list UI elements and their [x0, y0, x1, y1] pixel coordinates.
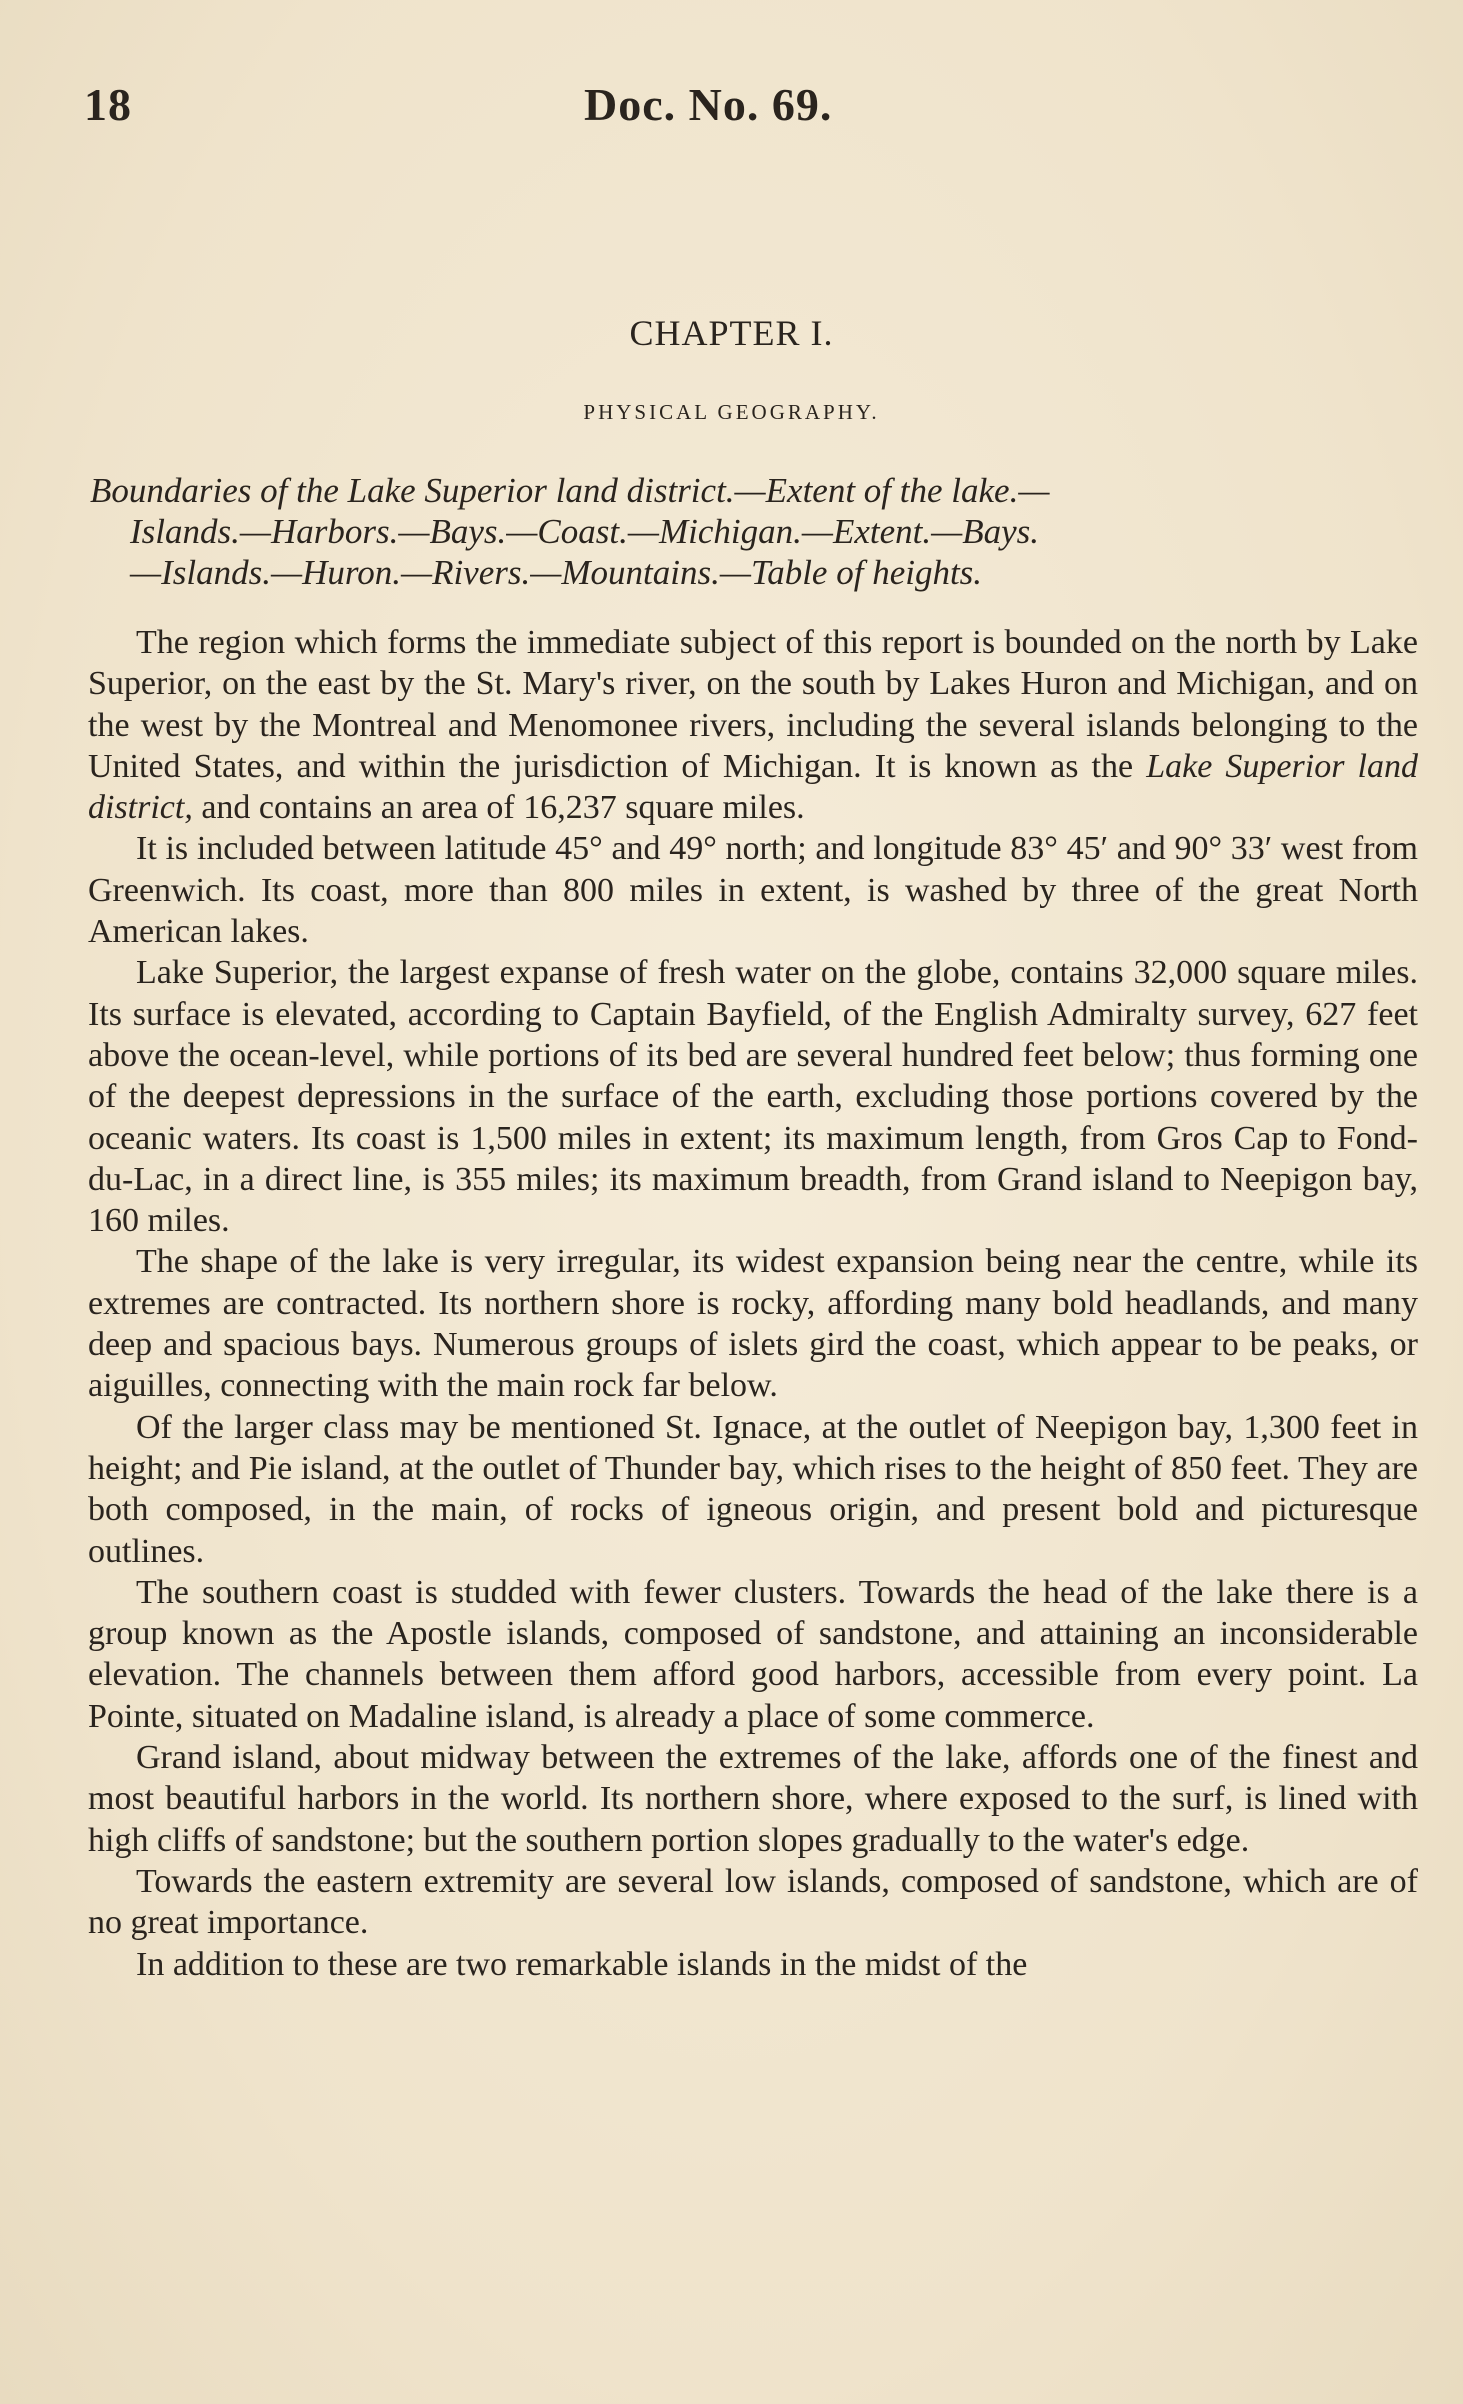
paragraph: Lake Superior, the largest expanse of fresh water on the globe, contains 32,000 square miles. Its surface is elevated, according to Captain Bayfield, of the English Admiralty survey, 627 feet above the ocean-level, while portions of its bed are several hundred feet below; thus forming one of the deepest depressions in the surface of the earth, excluding those portions covered by the oceanic waters. Its coast is 1,500 miles in extent; its maximum length, from Gros Cap to Fond-du-Lac, in a direct line, is 355 miles; its maximum breadth, from Grand island to Neepigon bay, 160 miles.: [88, 954, 1418, 1240]
paragraph-text: and contains an area of 16,237 square miles.: [192, 789, 805, 827]
paragraph: The shape of the lake is very irregular, its widest expansion being near the centre, while its extremes are contracted. Its northern shore is rocky, affording many bold headlands, and many deep and spacious bays. Numerous groups of islets gird the coast, which appear to be peaks, or aiguilles, connecting with the main rock far below.: [88, 1243, 1418, 1405]
paragraph: Of the larger class may be mentioned St. Ignace, at the outlet of Neepigon bay, 1,300 feet in height; and Pie island, at the outlet of Thunder bay, which rises to the height of 850 feet. They are both composed, in the main, of rocks of igneous origin, and present bold and picturesque outlines.: [88, 1408, 1418, 1570]
paragraph: The southern coast is studded with fewer clusters. Towards the head of the lake there is a group known as the Apostle islands, composed of sandstone, and attaining an inconsiderable elevation. The channels between them afford good harbors, accessible from every point. La Pointe, situated on Madaline island, is already a place of some commerce.: [88, 1573, 1418, 1735]
emphasized-term: Lake Superior land district,: [88, 747, 1418, 827]
paragraph: Grand island, about midway between the extremes of the lake, affords one of the finest and most beautiful harbors in the world. Its northern shore, where exposed to the surf, is lined with high cliffs of sandstone; but the southern portion slopes gradually to the water's edge.: [88, 1739, 1418, 1859]
document-reference: Doc. No. 69.: [584, 79, 833, 130]
synopsis-line: Islands.—Harbors.—Bays.—Coast.—Michigan.—Extent.—Bays.: [130, 512, 1040, 551]
paragraph: In addition to these are two remarkable islands in the midst of the: [136, 1945, 1028, 1983]
page-number: 18: [84, 79, 132, 130]
body-text: [88, 622, 1418, 1985]
paragraph: Towards the eastern extremity are several low islands, composed of sandstone, which are of no great importance.: [88, 1862, 1418, 1942]
chapter-title: CHAPTER I.: [629, 313, 834, 353]
synopsis-line: Boundaries of the Lake Superior land district.—Extent of the lake.—: [90, 471, 1050, 510]
synopsis-line: —Islands.—Huron.—Rivers.—Mountains.—Table of heights.: [130, 553, 983, 592]
paragraph: It is included between latitude 45° and 49° north; and longitude 83° 45′ and 90° 33′ west from Greenwich. Its coast, more than 800 miles in extent, is washed by three of the great North American lakes.: [88, 830, 1418, 951]
chapter-synopsis: [90, 470, 1420, 593]
paragraph-text: The region which forms the immediate subject of this report is bounded on the north by Lake Superior, on the east by the St. Mary's river, on the south by Lakes Huron and Michigan, and on the west by the Montreal and Menomonee rivers, including the several islands belonging to the United States, and within the jurisdiction of Michigan. It is known as the: [88, 624, 1418, 785]
section-title: PHYSICAL GEOGRAPHY.: [583, 400, 880, 424]
paragraph: [88, 622, 1418, 828]
running-head: [84, 78, 904, 138]
